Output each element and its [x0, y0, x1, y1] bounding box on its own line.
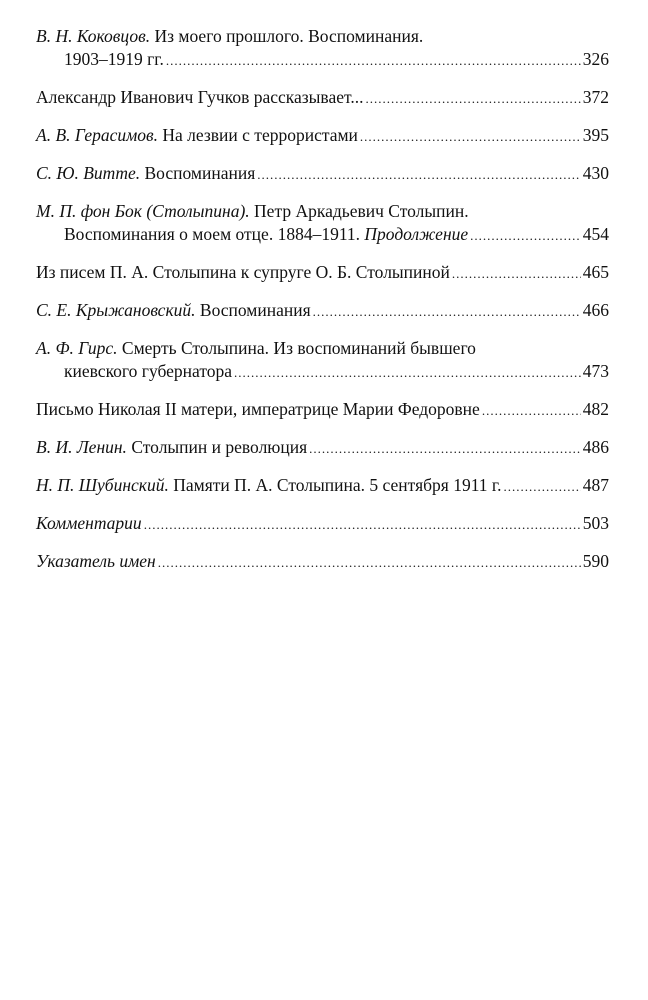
- toc-entry-title: Воспоминания: [199, 300, 311, 320]
- dot-leader: [470, 224, 581, 247]
- dot-leader: [234, 361, 581, 384]
- toc-entry-text: [36, 474, 502, 497]
- toc-entry-line: [36, 162, 609, 186]
- toc-entry-author: М. П. фон Бок (Столыпина).: [36, 201, 250, 221]
- toc-entry-author: В. Н. Коковцов.: [36, 26, 151, 46]
- toc-entry[interactable]: [36, 436, 609, 460]
- toc-entry-title: На лезвии с террористами: [162, 125, 358, 145]
- toc-entry-line: [36, 200, 609, 223]
- dot-leader: [452, 262, 581, 285]
- toc-entry-title: Воспоминания: [144, 163, 256, 183]
- table-of-contents: [36, 25, 609, 588]
- toc-entry-page-number: 473: [582, 361, 609, 381]
- toc-entry-text: [36, 436, 307, 459]
- toc-entry-page-number: 395: [582, 125, 609, 145]
- toc-entry-title-continued: Воспоминания о моем отце. 1884–1911.: [64, 224, 361, 244]
- dot-leader: [482, 399, 581, 422]
- toc-entry[interactable]: [36, 474, 609, 498]
- toc-entry-line: [36, 398, 609, 422]
- toc-entry-author: С. Е. Крыжановский.: [36, 300, 196, 320]
- dot-leader: [166, 49, 581, 72]
- toc-entry-author: В. И. Ленин.: [36, 437, 127, 457]
- toc-entry-text: [36, 299, 311, 322]
- toc-entry-author: А. Ф. Гирс.: [36, 338, 118, 358]
- toc-entry-text: [36, 162, 255, 185]
- toc-entry[interactable]: [36, 550, 609, 574]
- toc-entry-line: [36, 86, 609, 110]
- toc-entry[interactable]: [36, 261, 609, 285]
- toc-entry-title: Указатель имен: [36, 551, 156, 571]
- toc-entry-line: [36, 337, 609, 360]
- toc-entry-line: [36, 360, 609, 384]
- toc-entry-line: [36, 48, 609, 72]
- dot-leader: [504, 475, 581, 498]
- toc-entry-title-continued: киевского губернатора: [64, 361, 233, 381]
- toc-entry-title: Из моего прошлого. Воспоминания.: [154, 26, 424, 46]
- toc-entry[interactable]: [36, 25, 609, 72]
- toc-entry-page-number: 372: [582, 87, 609, 107]
- toc-entry-page-number: 465: [582, 262, 609, 282]
- toc-entry-page-number: 430: [582, 163, 609, 183]
- dot-leader: [309, 437, 581, 460]
- toc-entry-page-number: 486: [582, 437, 609, 457]
- dot-leader: [365, 87, 580, 110]
- dot-leader: [158, 551, 581, 574]
- toc-entry-page-number: 590: [582, 551, 609, 571]
- toc-entry-page-number: 454: [582, 224, 609, 244]
- dot-leader: [257, 163, 581, 186]
- toc-entry-title-italic: Продолжение: [364, 224, 469, 244]
- toc-entry[interactable]: [36, 124, 609, 148]
- toc-entry[interactable]: [36, 337, 609, 384]
- toc-entry-text: [64, 223, 468, 246]
- toc-entry-page-number: 487: [582, 475, 609, 495]
- toc-entry-line: [36, 436, 609, 460]
- toc-entry-text: [36, 124, 358, 147]
- toc-entry-line: [36, 550, 609, 574]
- toc-entry-title: Смерть Столыпина. Из воспоминаний бывшего: [121, 338, 476, 358]
- toc-entry-line: [36, 474, 609, 498]
- toc-entry-line: [36, 512, 609, 536]
- toc-entry[interactable]: [36, 86, 609, 110]
- toc-entry-title: Памяти П. А. Столыпина. 5 сентября 1911 г.: [173, 475, 502, 495]
- toc-entry[interactable]: [36, 299, 609, 323]
- dot-leader: [360, 125, 581, 148]
- toc-entry-title: Письмо Николая II матери, императрице Марии Федоровне: [36, 399, 480, 419]
- toc-entry-page-number: 466: [582, 300, 609, 320]
- toc-entry-author: А. В. Герасимов.: [36, 125, 158, 145]
- toc-entry-author: Н. П. Шубинский.: [36, 475, 169, 495]
- toc-entry-line: [36, 124, 609, 148]
- toc-entry-author: С. Ю. Витте.: [36, 163, 141, 183]
- toc-entry-line: [36, 261, 609, 285]
- toc-entry-page-number: 326: [582, 49, 609, 69]
- toc-entry-title: Из писем П. А. Столыпина к супруге О. Б. Столыпиной: [36, 262, 450, 282]
- toc-entry-page-number: 503: [582, 513, 609, 533]
- toc-entry[interactable]: [36, 162, 609, 186]
- toc-entry-line: [36, 223, 609, 247]
- toc-entry[interactable]: [36, 398, 609, 422]
- toc-entry-title: Петр Аркадьевич Столыпин.: [254, 201, 469, 221]
- toc-entry-title-continued: 1903–1919 гг.: [64, 49, 164, 69]
- toc-entry-title: Комментарии: [36, 513, 142, 533]
- toc-entry-line: [36, 25, 609, 48]
- toc-entry[interactable]: [36, 512, 609, 536]
- dot-leader: [144, 513, 581, 536]
- dot-leader: [313, 300, 581, 323]
- toc-entry-title: Александр Иванович Гучков рассказывает...: [36, 87, 364, 107]
- toc-entry-page-number: 482: [582, 399, 609, 419]
- toc-entry[interactable]: [36, 200, 609, 247]
- toc-entry-title: Столыпин и революция: [131, 437, 308, 457]
- toc-entry-line: [36, 299, 609, 323]
